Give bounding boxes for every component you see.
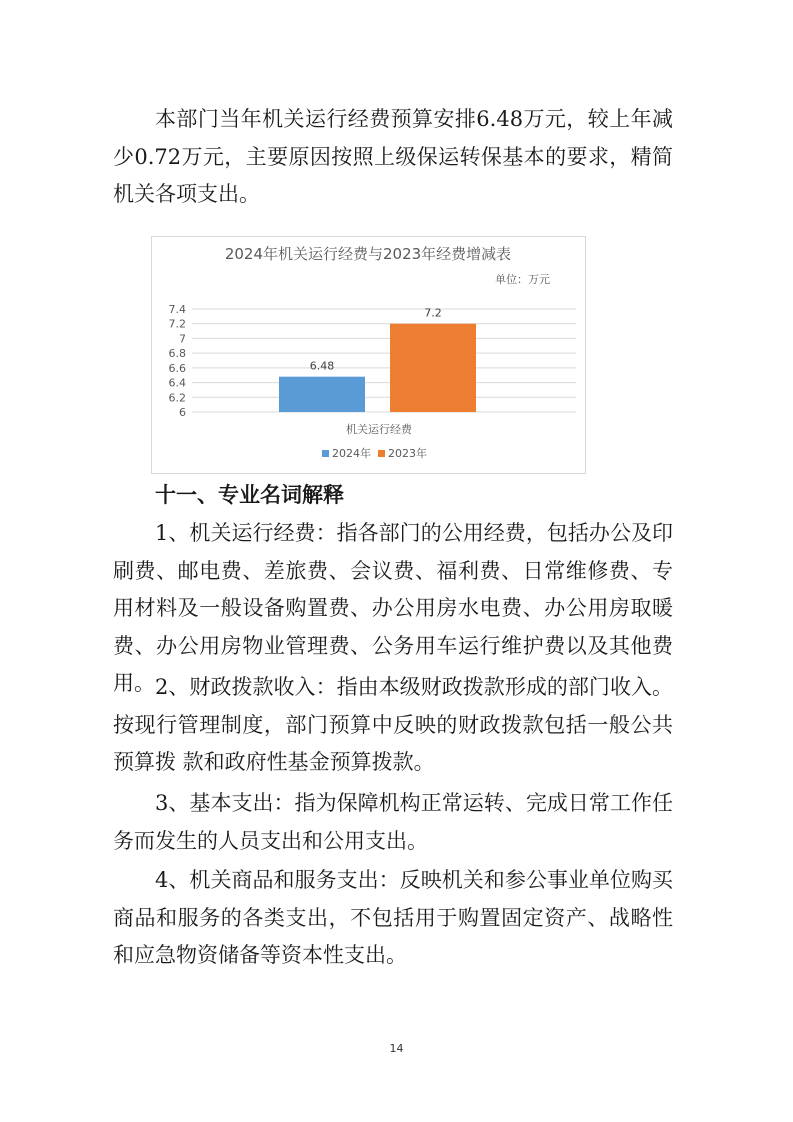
- chart-title: 2024年机关运行经费与2023年经费增减表: [224, 245, 512, 263]
- chart-category-label: 机关运行经费: [346, 423, 412, 436]
- section-heading: 十一、专业名词解释: [155, 483, 344, 507]
- y-tick-label: 6.4: [168, 376, 186, 390]
- term-definition-3: 3、基本支出：指为保障机构正常运转、完成日常工作任务而发生的人员支出和公用支出。: [113, 791, 673, 853]
- data-label: 6.48: [309, 359, 335, 373]
- legend-entry: 2023年: [388, 447, 427, 460]
- legend-swatch: [322, 450, 329, 457]
- y-tick-label: 6.2: [168, 391, 186, 405]
- data-label: 7.2: [424, 306, 442, 320]
- chart-unit-note: 单位：万元: [495, 273, 550, 286]
- budget-comparison-chart: [151, 236, 586, 474]
- bar-2024年: [279, 377, 365, 412]
- legend-entry: 2024年: [332, 447, 371, 460]
- term-definition-1: 1、机关运行经费：指各部门的公用经费，包括办公及印刷费、邮电费、差旅费、会议费、福利费、日常维修费、专用材料及一般设备购置费、办公用房水电费、办公用房取暖费、办公用房物业管理费、公务用车运行维护费以及其他费用。: [113, 521, 673, 695]
- y-tick-label: 6.8: [168, 347, 186, 361]
- page-number: 14: [389, 1042, 404, 1055]
- y-tick-label: 7.2: [168, 317, 186, 331]
- y-tick-label: 7: [179, 332, 186, 346]
- bar-2023年: [390, 324, 476, 412]
- chart-legend: [322, 446, 427, 460]
- y-tick-label: 6.6: [168, 361, 186, 375]
- chart-svg: [152, 237, 585, 473]
- y-tick-label: 6: [179, 406, 186, 419]
- term-definition-4: 4、机关商品和服务支出：反映机关和参公事业单位购买商品和服务的各类支出，不包括用于购置固定资产、战略性和应急物资储备等资本性支出。: [113, 868, 673, 967]
- term-definition-2: 2、财政拨款收入：指由本级财政拨款形成的部门收入。按现行管理制度，部门预算中反映的财政拨款包括一般公共预算拨 款和政府性基金预算拨款。: [113, 675, 673, 774]
- chart-gridlines: [192, 306, 576, 412]
- intro-paragraph: 本部门当年机关运行经费预算安排6.48万元，较上年减少0.72万元，主要原因按照上级保运转保基本的要求，精简机关各项支出。: [113, 107, 673, 206]
- y-tick-label: 7.4: [168, 303, 186, 316]
- chart-y-ticks: [169, 303, 187, 419]
- legend-swatch: [378, 450, 385, 457]
